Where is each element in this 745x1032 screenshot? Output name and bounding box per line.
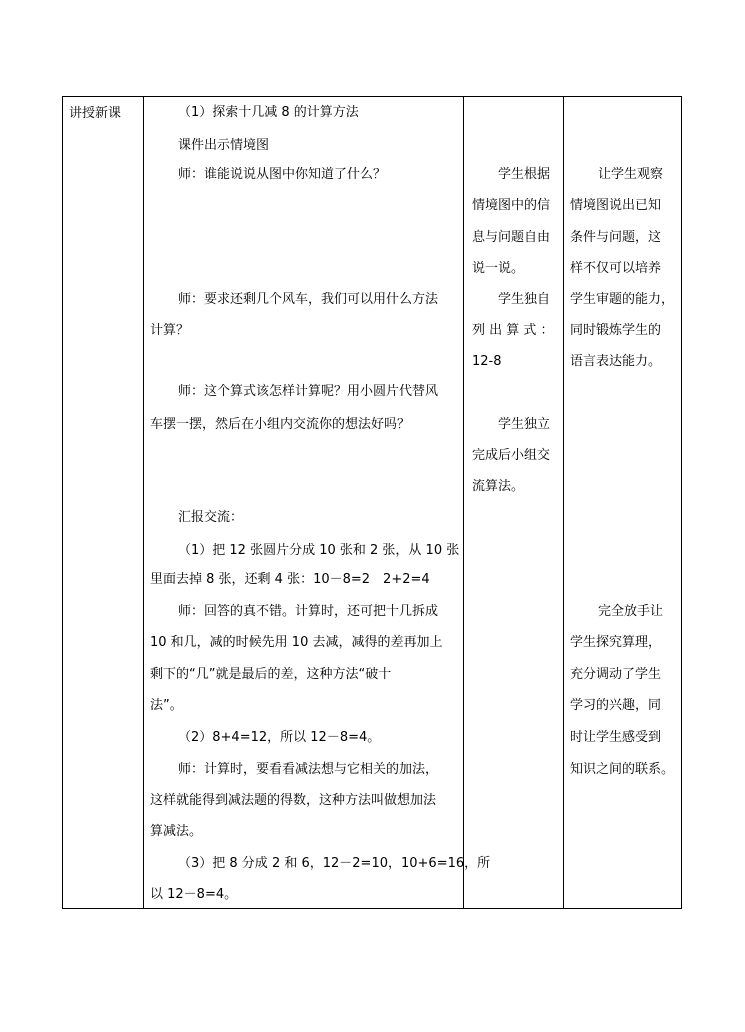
student-line: 12-8 xyxy=(472,354,502,369)
student-line: 学生独自 xyxy=(498,292,551,307)
content-line: 里面去掉 8 张，还剩 4 张：10－8=2 2+2=4 xyxy=(150,572,430,587)
intent-line: 情境图说出已知 xyxy=(570,198,662,213)
intent-line: 学习的兴趣，同 xyxy=(570,698,662,713)
content-line: 师：回答的真不错。计算时，还可把十几拆成 xyxy=(178,604,439,619)
intent-line: 完全放手让 xyxy=(598,604,664,619)
content-cell xyxy=(144,97,491,908)
content-line: 剩下的“几”就是最后的差，这种方法“破十 xyxy=(150,667,392,682)
content-line: 车摆一摆，然后在小组内交流你的想法好吗？ xyxy=(150,417,411,432)
intent-line: 让学生观察 xyxy=(598,167,664,182)
student-line: 完成后小组交 xyxy=(472,448,551,463)
content-line: （3）把 8 分成 2 和 6，12－2=10，10+6=16，所 xyxy=(178,856,491,871)
content-line: （1）把 12 张圆片分成 10 张和 2 张，从 10 张 xyxy=(178,543,460,558)
lesson-table xyxy=(62,96,682,909)
intent-line: 语言表达能力。 xyxy=(570,354,662,369)
intent-line: 学生探究算理， xyxy=(570,635,662,650)
intent-line: 条件与问题，这 xyxy=(570,230,662,245)
content-line: 10 和几，减的时候先用 10 去减，减得的差再加上 xyxy=(150,635,443,650)
intent-line: 充分调动了学生 xyxy=(570,667,662,682)
content-line: 课件出示情境图 xyxy=(178,138,270,153)
intent-line: 样不仅可以培养 xyxy=(570,261,662,276)
content-line: 汇报交流： xyxy=(178,510,244,525)
student-line: 列 出 算 式 ： xyxy=(472,323,554,338)
content-line: 以 12－8=4。 xyxy=(150,887,238,902)
content-line: 算减法。 xyxy=(150,824,203,839)
intent-cell xyxy=(564,97,682,908)
student-line: 说一说。 xyxy=(472,261,525,276)
content-line: 师：计算时，要看看减法想与它相关的加法， xyxy=(178,762,439,777)
intent-line: 时让学生感受到 xyxy=(570,730,662,745)
content-line: 师：谁能说说从图中你知道了什么？ xyxy=(178,167,387,182)
content-line: （2）8+4=12，所以 12－8=4。 xyxy=(178,730,381,745)
student-line: 流算法。 xyxy=(472,479,525,494)
student-line: 情境图中的信 xyxy=(472,198,551,213)
intent-line: 同时锻炼学生的 xyxy=(570,323,662,338)
content-line: 法”。 xyxy=(150,698,183,713)
student-line: 息与问题自由 xyxy=(472,230,551,245)
intent-line: 知识之间的联系。 xyxy=(570,762,675,777)
student-line: 学生根据 xyxy=(498,167,551,182)
student-line: 学生独立 xyxy=(498,417,551,432)
intent-line: 学生审题的能力， xyxy=(570,292,675,307)
label-cell xyxy=(63,97,143,908)
content-line: （1）探索十几减 8 的计算方法 xyxy=(178,105,359,120)
content-line: 师：这个算式该怎样计算呢？用小圆片代替风 xyxy=(178,384,439,399)
content-line: 这样就能得到减法题的得数，这种方法叫做想加法 xyxy=(150,793,437,808)
student-cell xyxy=(464,97,563,908)
content-line: 师：要求还剩几个风车，我们可以用什么方法 xyxy=(178,292,439,307)
content-line: 计算？ xyxy=(150,323,190,338)
row-label: 讲授新课 xyxy=(69,106,122,121)
